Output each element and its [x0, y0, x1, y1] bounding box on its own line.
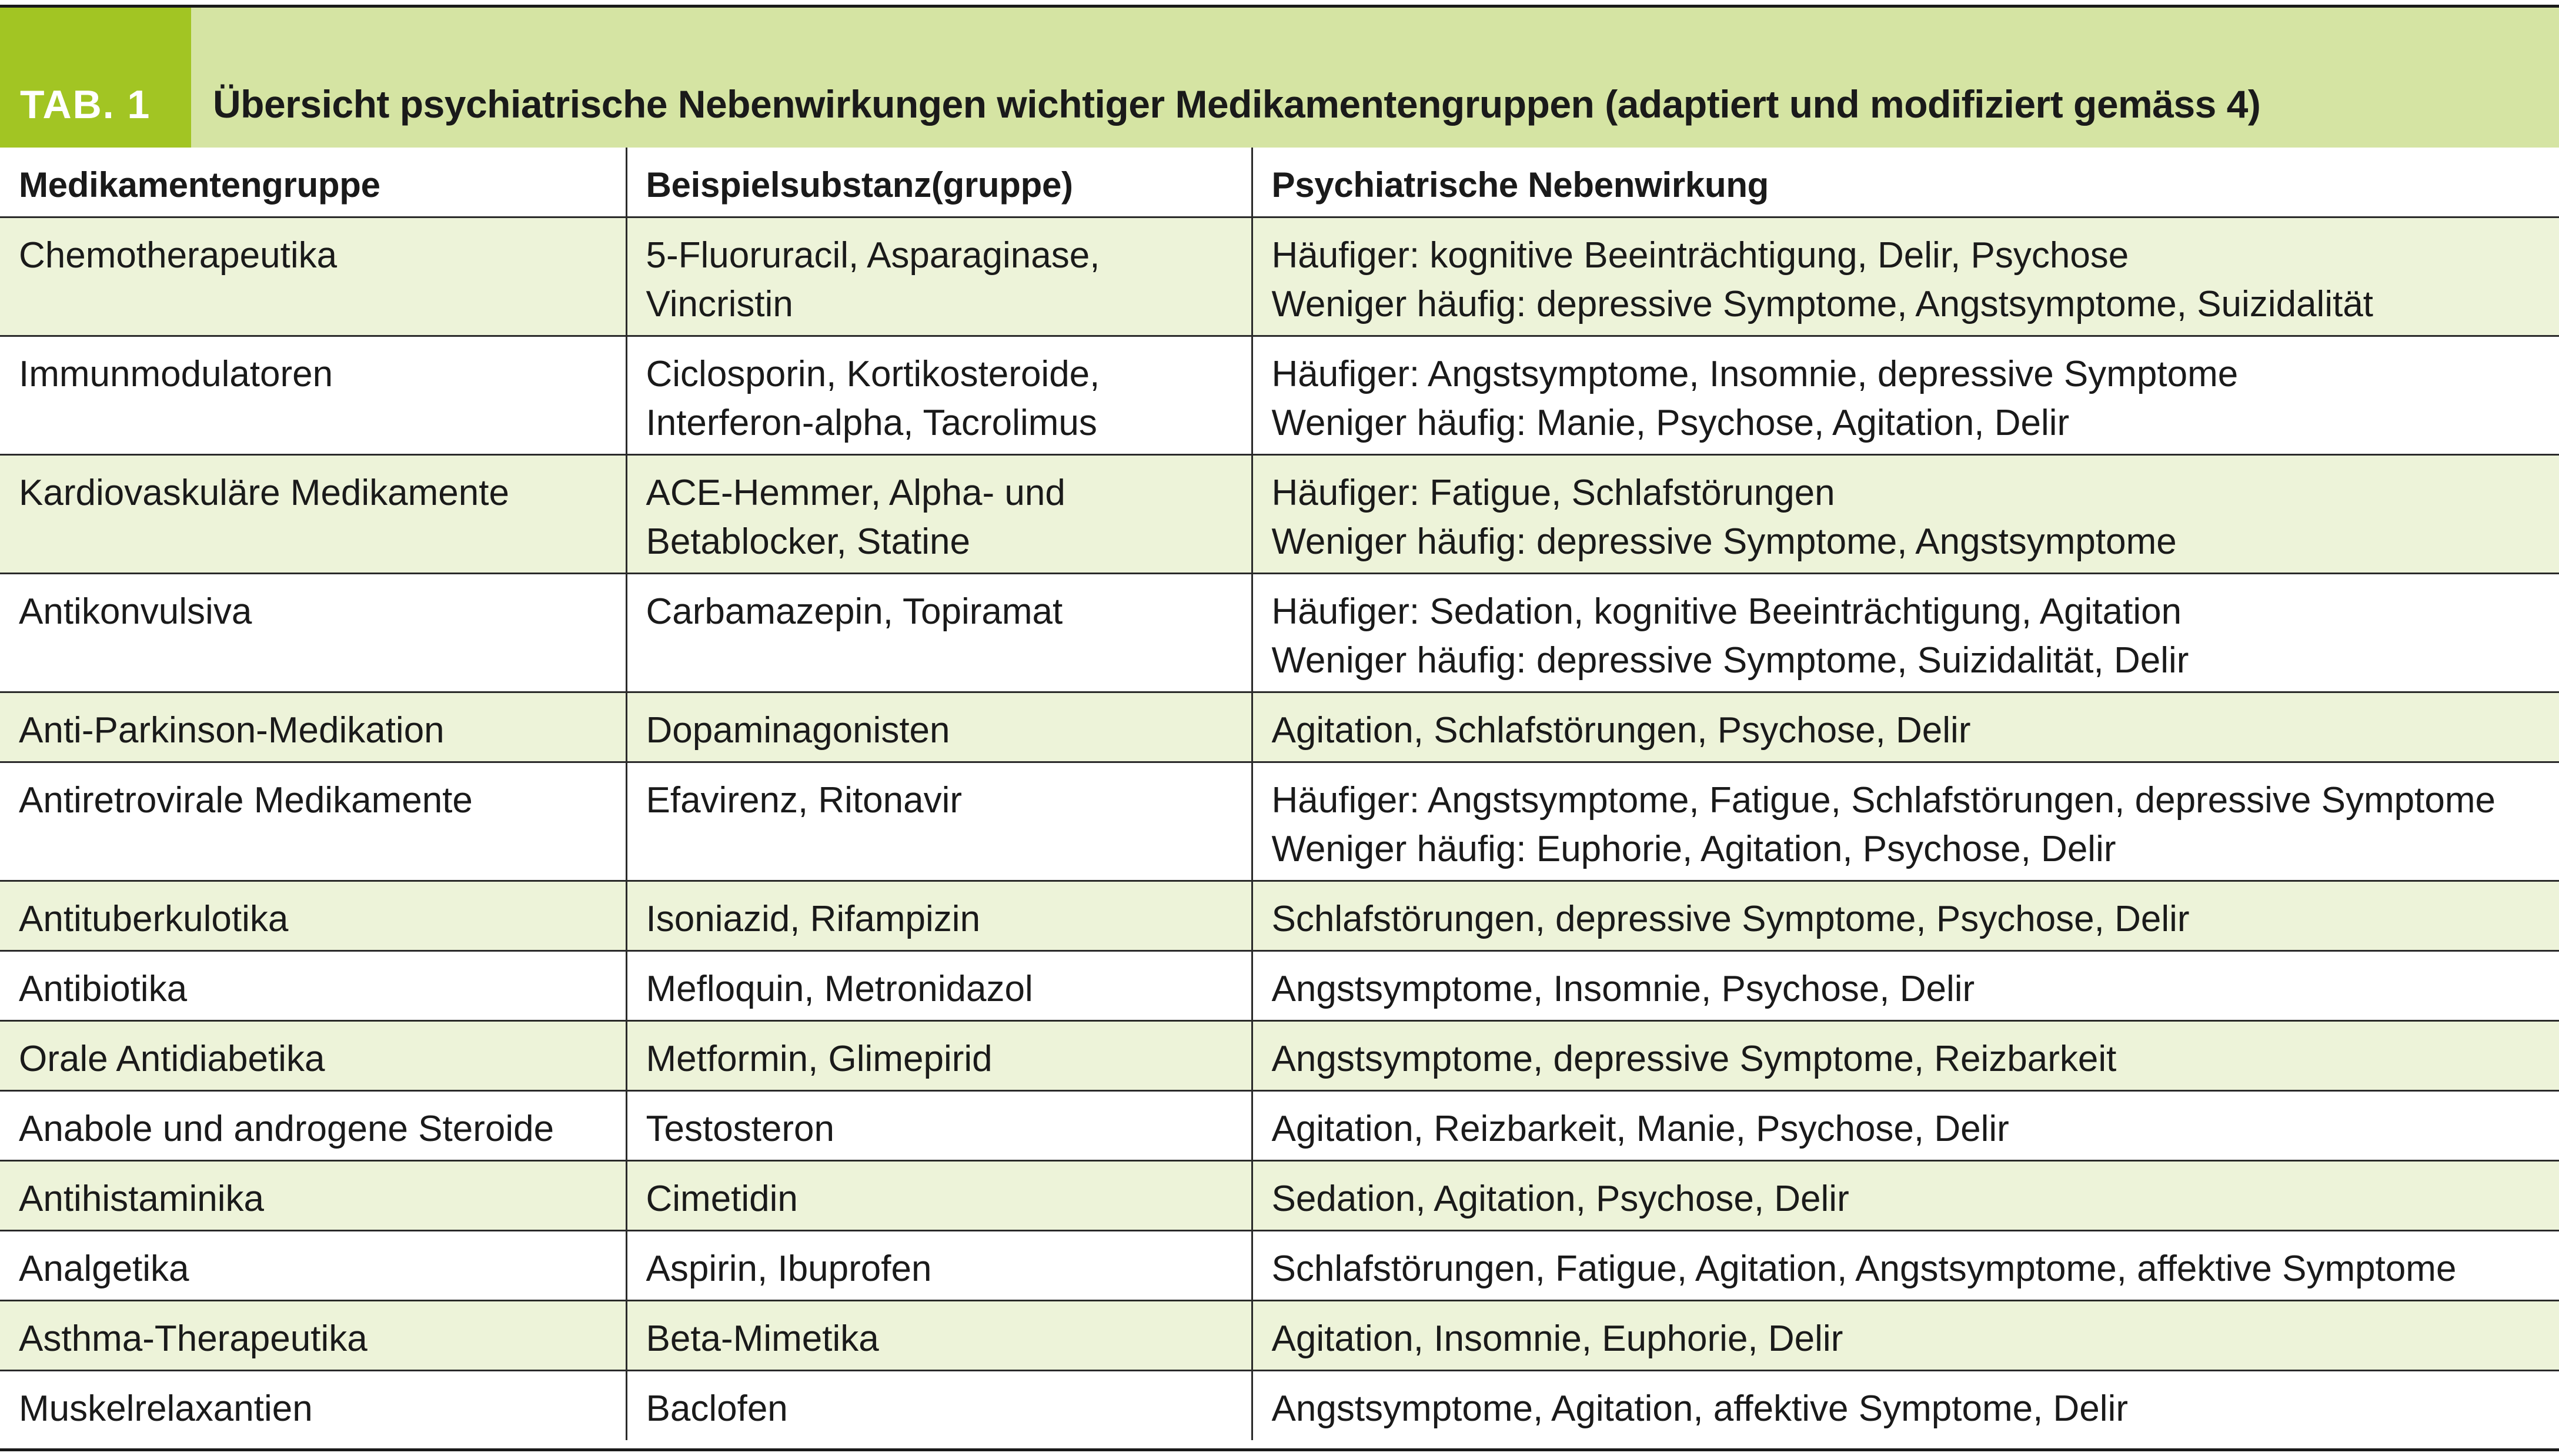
cell-substance-line: Isoniazid, Rifampizin	[646, 898, 981, 939]
cell-group: Orale Antidiabetika	[0, 1020, 626, 1090]
table-row	[0, 1160, 2559, 1230]
table-row	[0, 1370, 2559, 1440]
table-row	[0, 1230, 2559, 1300]
cell-substance-line: Beta-Mimetika	[646, 1318, 879, 1359]
cell-group: Analgetika	[0, 1230, 626, 1300]
cell-substance-line: 5-Fluoruracil, Asparaginase,	[646, 235, 1100, 276]
table-title-bar	[0, 8, 2559, 148]
cell-side-effect-line: Schlafstörungen, depressive Symptome, Psychose, Delir	[1271, 898, 2190, 939]
cell-side-effect-line: Häufiger: Sedation, kognitive Beeinträchtigung, Agitation	[1271, 591, 2182, 632]
cell-side-effect	[1252, 1230, 2559, 1300]
table-figure	[0, 5, 2559, 1451]
cell-side-effect-line: Weniger häufig: depressive Symptome, Angstsymptome	[1271, 521, 2177, 562]
cell-group: Immunmodulatoren	[0, 336, 626, 454]
cell-substance-line: Vincristin	[646, 283, 793, 324]
cell-side-effect	[1252, 573, 2559, 692]
cell-group: Antihistaminika	[0, 1160, 626, 1230]
cell-group: Antikonvulsiva	[0, 573, 626, 692]
cell-group: Anti-Parkinson-Medikation	[0, 692, 626, 762]
cell-side-effect-line: Häufiger: Fatigue, Schlafstörungen	[1271, 472, 1835, 513]
cell-substance-line: Betablocker, Statine	[646, 521, 970, 562]
cell-substance	[626, 573, 1252, 692]
cell-substance	[626, 336, 1252, 454]
cell-substance-line: Aspirin, Ibuprofen	[646, 1248, 932, 1289]
side-effects-table	[0, 148, 2559, 1440]
cell-substance-line: Mefloquin, Metronidazol	[646, 968, 1033, 1009]
cell-side-effect-line: Sedation, Agitation, Psychose, Delir	[1271, 1178, 1849, 1219]
cell-substance-line: ACE-Hemmer, Alpha- und	[646, 472, 1065, 513]
cell-substance	[626, 762, 1252, 881]
cell-side-effect-line: Häufiger: Angstsymptome, Insomnie, depressive Symptome	[1271, 353, 2239, 394]
cell-substance	[626, 1370, 1252, 1440]
table-row	[0, 1300, 2559, 1370]
cell-group: Antibiotika	[0, 950, 626, 1020]
cell-substance-line: Ciclosporin, Kortikosteroide,	[646, 353, 1100, 394]
cell-substance	[626, 1230, 1252, 1300]
cell-side-effect-line: Angstsymptome, depressive Symptome, Reizbarkeit	[1271, 1038, 2117, 1079]
table-row	[0, 950, 2559, 1020]
cell-substance-line: Baclofen	[646, 1388, 788, 1429]
cell-side-effect	[1252, 881, 2559, 950]
cell-substance-line: Interferon-alpha, Tacrolimus	[646, 402, 1097, 443]
cell-side-effect	[1252, 217, 2559, 336]
cell-side-effect-line: Angstsymptome, Insomnie, Psychose, Delir	[1271, 968, 1975, 1009]
table-row	[0, 454, 2559, 573]
cell-substance-line: Metformin, Glimepirid	[646, 1038, 993, 1079]
cell-substance	[626, 692, 1252, 762]
cell-side-effect	[1252, 1020, 2559, 1090]
cell-side-effect-line: Weniger häufig: depressive Symptome, Suizidalität, Delir	[1271, 640, 2189, 681]
cell-substance-line: Dopaminagonisten	[646, 709, 950, 751]
table-row	[0, 692, 2559, 762]
cell-group: Asthma-Therapeutika	[0, 1300, 626, 1370]
cell-side-effect-line: Agitation, Insomnie, Euphorie, Delir	[1271, 1318, 1843, 1359]
cell-group: Chemotherapeutika	[0, 217, 626, 336]
cell-substance-line: Cimetidin	[646, 1178, 798, 1219]
cell-side-effect	[1252, 1160, 2559, 1230]
table-row	[0, 217, 2559, 336]
cell-side-effect	[1252, 950, 2559, 1020]
table-number-label: TAB. 1	[0, 8, 191, 148]
cell-substance-line: Carbamazepin, Topiramat	[646, 591, 1063, 632]
column-header-side-effect: Psychiatrische Nebenwirkung	[1252, 148, 2559, 217]
cell-side-effect-line: Weniger häufig: Manie, Psychose, Agitation, Delir	[1271, 402, 2070, 443]
cell-side-effect-line: Agitation, Schlafstörungen, Psychose, Delir	[1271, 709, 1971, 751]
table-row	[0, 1090, 2559, 1160]
cell-side-effect	[1252, 1090, 2559, 1160]
cell-substance	[626, 217, 1252, 336]
cell-side-effect-line: Angstsymptome, Agitation, affektive Symptome, Delir	[1271, 1388, 2128, 1429]
cell-substance	[626, 454, 1252, 573]
cell-side-effect	[1252, 692, 2559, 762]
cell-side-effect-line: Agitation, Reizbarkeit, Manie, Psychose, Delir	[1271, 1108, 2009, 1149]
table-row	[0, 881, 2559, 950]
cell-group: Antiretrovirale Medikamente	[0, 762, 626, 881]
table-row	[0, 762, 2559, 881]
cell-substance	[626, 1090, 1252, 1160]
cell-group: Muskelrelaxantien	[0, 1370, 626, 1440]
cell-side-effect-line: Weniger häufig: Euphorie, Agitation, Psychose, Delir	[1271, 828, 2116, 869]
cell-side-effect	[1252, 1300, 2559, 1370]
column-header-substance: Beispielsubstanz(gruppe)	[626, 148, 1252, 217]
cell-substance	[626, 1020, 1252, 1090]
cell-side-effect	[1252, 1370, 2559, 1440]
cell-side-effect-line: Häufiger: Angstsymptome, Fatigue, Schlafstörungen, depressive Symptome	[1271, 779, 2495, 821]
table-row	[0, 573, 2559, 692]
cell-side-effect	[1252, 762, 2559, 881]
cell-substance	[626, 1160, 1252, 1230]
table-row	[0, 1020, 2559, 1090]
cell-substance	[626, 1300, 1252, 1370]
cell-group: Anabole und androgene Steroide	[0, 1090, 626, 1160]
cell-substance-line: Efavirenz, Ritonavir	[646, 779, 963, 821]
cell-substance-line: Testosteron	[646, 1108, 835, 1149]
cell-side-effect-line: Weniger häufig: depressive Symptome, Angstsymptome, Suizidalität	[1271, 283, 2374, 324]
cell-side-effect-line: Häufiger: kognitive Beeinträchtigung, Delir, Psychose	[1271, 235, 2129, 276]
cell-substance	[626, 950, 1252, 1020]
table-header-row	[0, 148, 2559, 217]
table-title: Übersicht psychiatrische Nebenwirkungen wichtiger Medikamentengruppen (adaptiert und modifiziert gemäss 4)	[213, 82, 2261, 126]
cell-side-effect	[1252, 336, 2559, 454]
cell-side-effect	[1252, 454, 2559, 573]
table-row	[0, 336, 2559, 454]
cell-group: Kardiovaskuläre Medikamente	[0, 454, 626, 573]
cell-side-effect-line: Schlafstörungen, Fatigue, Agitation, Angstsymptome, affektive Symptome	[1271, 1248, 2457, 1289]
cell-substance	[626, 881, 1252, 950]
column-header-group: Medikamentengruppe	[0, 148, 626, 217]
cell-group: Antituberkulotika	[0, 881, 626, 950]
